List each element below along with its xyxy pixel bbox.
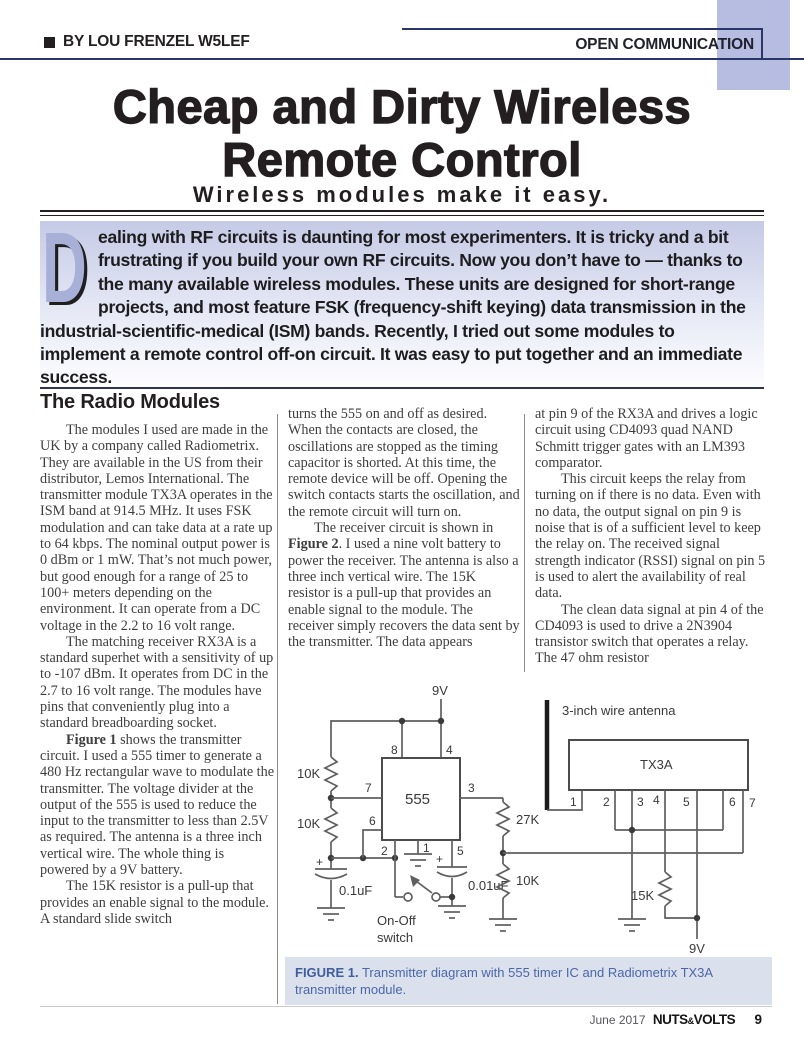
logo-ampersand: & [687, 1016, 694, 1026]
tx3a-pin5: 5 [683, 795, 690, 809]
footer-rule [40, 1006, 772, 1007]
figure1-caption [285, 957, 772, 1005]
resistor-27k [497, 802, 509, 836]
tx3a-label: TX3A [640, 757, 673, 772]
intro-text: ealing with RF circuits is daunting for most experimenters. It is tricky and a bit frustrating if you build your own RF circuits. Now you don’t have to — thanks to the many available wireless modules. These units are designed for short-range projects, and most feature FSK (frequency-shift keying) data transmission in the industrial-scientific-medical (ISM) bands. Recently, I tried out some modules to implement a remote control off-on circuit. It was easy to put together and an immediate success. [40, 227, 746, 388]
resistor-10k-top [325, 757, 337, 791]
page-number: 9 [754, 1012, 762, 1027]
c-left-label: 0.1uF [339, 883, 373, 898]
c-right-plus: + [436, 852, 444, 866]
pin3-label: 3 [468, 781, 475, 795]
cap-0.01uf [437, 872, 467, 877]
pin1-label: 1 [423, 841, 430, 855]
footer-issue: June 2017 [589, 1013, 646, 1027]
body-paragraph: The receiver circuit is shown in Figure 2. I used a nine volt battery to power the receiver. The antenna is also a three inch vertical wire. The 15K resistor is a pull-up that provides an enable signal to the module. The receiver simply recovers the data sent by the transmitter. The data appears [288, 520, 520, 651]
section-tab [402, 28, 763, 58]
diagram-9v-top-label: 9V [432, 683, 448, 698]
article-subtitle: Wireless modules make it easy. [192, 182, 612, 207]
byline [44, 33, 250, 51]
circuit-diagram-figure1 [285, 678, 775, 958]
tx3a-pin4: 4 [653, 793, 660, 807]
article-title [0, 80, 804, 186]
section-heading: The Radio Modules [40, 391, 220, 413]
switch-label-1: On-Off [377, 913, 416, 928]
byline-square-icon [44, 37, 55, 48]
r-top-label: 10K [297, 766, 321, 781]
antenna-label: 3-inch wire antenna [562, 703, 676, 718]
body-paragraph: The matching receiver RX3A is a standard superhet with a sensitivity of up to -107 dBm. It operates from DC in the 2.7 to 16 volt range. The modules have pins that conveniently plug into a standard breadboarding socket. [40, 633, 274, 732]
column-separator-2 [524, 414, 525, 672]
dropcap: D [42, 212, 87, 324]
switch-contact-left [404, 893, 412, 901]
article-title-line2: Remote Control [222, 133, 582, 186]
pin2-label: 2 [381, 844, 388, 858]
column-separator-1 [277, 414, 278, 1004]
resistor-10k-bottom [325, 808, 337, 842]
switch-lever-arrow [410, 875, 420, 887]
intro-divider [40, 387, 764, 389]
intro-box [40, 212, 764, 388]
c-right-label: 0.01uF [468, 878, 509, 893]
body-paragraph: at pin 9 of the RX3A and drives a logic circuit using CD4093 quad NAND Schmitt trigger gates with an LM393 comparator. [535, 406, 758, 471]
diagram-9v-bottom-label: 9V [689, 941, 705, 956]
tx3a-pin3: 3 [637, 795, 644, 809]
article-title-line1: Cheap and Dirty Wireless [112, 80, 692, 133]
text-column-1 [40, 422, 274, 1008]
body-paragraph: Figure 1 shows the transmitter circuit. I used a 555 timer to generate a 480 Hz rectangular wave to modulate the transmitter. The voltage divider at the output of the 555 is used to reduce the input to the transmitter to less than 2.5V as required. The antenna is a three inch vertical wire. The whole thing is powered by a 9V battery. [40, 731, 274, 879]
r-10k-label: 10K [516, 873, 540, 888]
title-divider [40, 210, 764, 216]
555-ic-label: 555 [405, 791, 431, 808]
pin6-label: 6 [369, 814, 376, 828]
intro-paragraph [40, 212, 764, 390]
tx3a-pin6: 6 [729, 795, 736, 809]
r-15k-label: 15K [631, 888, 655, 903]
text-column-3 [535, 406, 766, 667]
section-tab-label: OPEN COMMUNICATION [575, 36, 754, 53]
figure1-caption-text: Transmitter diagram with 555 timer IC and Radiometrix TX3A transmitter module. [295, 965, 713, 997]
body-paragraph: The 15K resistor is a pull-up that provides an enable signal to the module. A standard slide switch [40, 878, 269, 927]
pin4-label: 4 [446, 743, 453, 757]
cap-0.1uf [315, 874, 347, 879]
magazine-logo: NUTS&VOLTS [652, 1012, 736, 1027]
c-left-plus: + [316, 855, 324, 869]
header-rule [0, 58, 804, 60]
r-bottom-label: 10K [297, 816, 321, 831]
switch-contact-right [432, 893, 440, 901]
page-footer [40, 1012, 762, 1027]
tx3a-pin1: 1 [570, 795, 577, 809]
byline-text: BY LOU FRENZEL W5LEF [63, 33, 250, 50]
body-paragraph: The modules I used are made in the UK by a company called Radiometrix. They are available in the US from their distributor, Lemos International. The transmitter module TX3A operates in the ISM band at 914.5 MHz. It uses FSK modulation and can take data at a rate up to 64 kbps. The nominal output power is 0 dBm or 1 mW. That’s not much power, but good enough for a range of 25 to 100+ meters depending on the environment. It can operate from a DC voltage in the 2.2 to 16 volt range. [40, 422, 273, 634]
switch-label-2: switch [377, 930, 414, 945]
body-paragraph: The clean data signal at pin 4 of the CD4093 is used to drive a 2N3904 transistor switch that operates a relay. The 47 ohm resistor [535, 601, 764, 667]
r-27k-label: 27K [516, 812, 540, 827]
pin7-label: 7 [365, 781, 372, 795]
pin5-label: 5 [457, 844, 464, 858]
pin8-label: 8 [391, 743, 398, 757]
tx3a-pin2: 2 [603, 795, 610, 809]
tx3a-pin7: 7 [749, 796, 756, 810]
body-paragraph: This circuit keeps the relay from turning on if there is no data. Even with no data, the output signal on pin 9 is noise that is of a sufficient level to keep the relay on. The received signal strength indicator (RSSI) signal on pin 5 is used to alert the availability of real data. [535, 471, 766, 602]
resistor-15k [659, 872, 671, 906]
text-column-2 [288, 406, 521, 650]
body-paragraph: turns the 555 on and off as desired. When the contacts are closed, the oscillations are stopped as the timing capacitor is shorted. At this time, the remote device will be off. Opening the switch contacts starts the oscillation, and the remote circuit will turn on. [288, 406, 520, 520]
figure1-caption-label: FIGURE 1. [295, 965, 359, 980]
